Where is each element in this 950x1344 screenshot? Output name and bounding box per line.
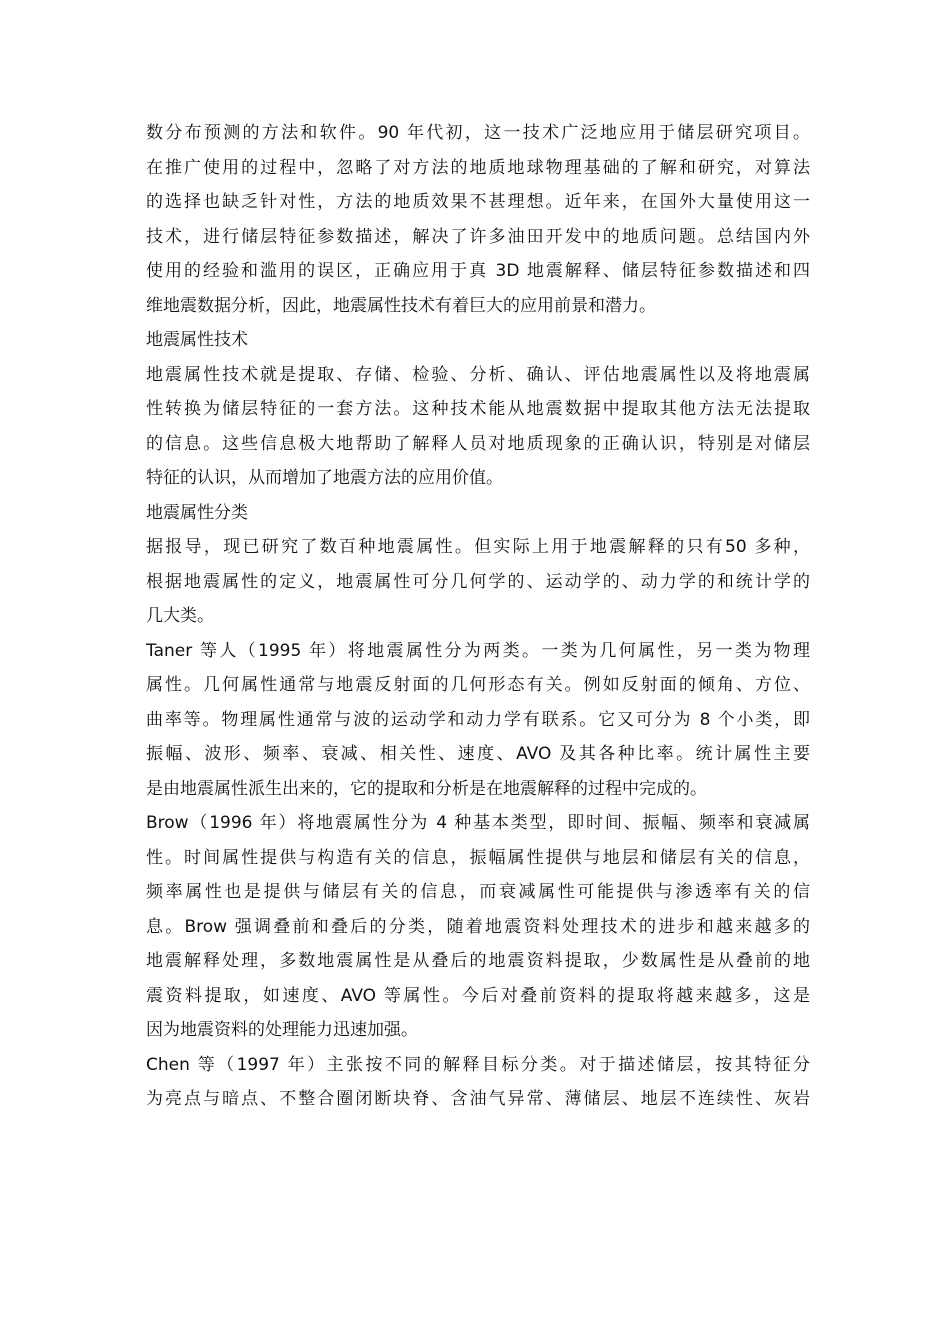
text-line: 因为地震资料的处理能力迅速加强。 (146, 1020, 418, 1040)
document-body-text (146, 116, 810, 1117)
text-line: 为亮点与暗点、不整合圈闭断块脊、含油气异常、薄储层、地层不连续性、灰岩 (146, 1089, 810, 1109)
text-line: 性转换为储层特征的一套方法。这种技术能从地震数据中提取其他方法无法提取 (146, 399, 810, 419)
text-line: 根据地震属性的定义，地震属性可分几何学的、运动学的、动力学的和统计学的 (146, 571, 810, 592)
text-line: 地震属性分类 (146, 502, 248, 523)
text-line: 在推广使用的过程中，忽略了对方法的地质地球物理基础的了解和研究，对算法 (146, 157, 810, 178)
text-line: 维地震数据分析，因此，地震属性技术有着巨大的应用前景和潜力。 (146, 295, 656, 316)
text-line: 曲率等。物理属性通常与波的运动学和动力学有联系。它又可分为 8 个小类，即 (146, 709, 810, 730)
text-line: Brow（1996 年）将地震属性分为 4 种基本类型，即时间、振幅、频率和衰减属 (146, 813, 810, 833)
text-line: 频率属性也是提供与储层有关的信息，而衰减属性可能提供与渗透率有关的信 (146, 882, 810, 902)
text-line: 地震属性技术就是提取、存储、检验、分析、确认、评估地震属性以及将地震属 (146, 364, 810, 385)
text-line: 据报导，现已研究了数百种地震属性。但实际上用于地震解释的只有50 多种， (146, 537, 810, 557)
text-line: 性。时间属性提供与构造有关的信息，振幅属性提供与地层和储层有关的信息， (146, 847, 810, 868)
text-line: 息。Brow 强调叠前和叠后的分类，随着地震资料处理技术的进步和越来越多的 (146, 916, 810, 937)
text-line: 属性。几何属性通常与地震反射面的几何形态有关。例如反射面的倾角、方位、 (146, 675, 810, 695)
text-line: 使用的经验和滥用的误区，正确应用于真 3D 地震解释、储层特征参数描述和四 (146, 261, 810, 281)
text-line: 地震属性技术 (146, 330, 248, 350)
text-line: 的信息。这些信息极大地帮助了解释人员对地质现象的正确认识，特别是对储层 (146, 433, 810, 454)
text-line: 是由地震属性派生出来的，它的提取和分析是在地震解释的过程中完成的。 (146, 778, 707, 799)
text-line: 地震解释处理，多数地震属性是从叠后的地震资料提取，少数属性是从叠前的地 (146, 951, 810, 971)
text-line: 数分布预测的方法和软件。90 年代初，这一技术广泛地应用于储层研究项目。 (146, 123, 810, 143)
text-line: 特征的认识，从而增加了地震方法的应用价值。 (146, 468, 503, 488)
text-line: 的选择也缺乏针对性，方法的地质效果不甚理想。近年来，在国外大量使用这一 (146, 192, 810, 212)
text-line: Taner 等人（1995 年）将地震属性分为两类。一类为几何属性，另一类为物理 (146, 640, 810, 661)
text-line: 技术，进行储层特征参数描述，解决了许多油田开发中的地质问题。总结国内外 (146, 226, 810, 247)
text-line: 振幅、波形、频率、衰减、相关性、速度、AVO 及其各种比率。统计属性主要 (146, 744, 810, 764)
text-line: 几大类。 (146, 606, 214, 626)
text-line: Chen 等（1997 年）主张按不同的解释目标分类。对于描述储层，按其特征分 (146, 1054, 810, 1075)
text-line: 震资料提取，如速度、AVO 等属性。今后对叠前资料的提取将越来越多，这是 (146, 985, 810, 1006)
